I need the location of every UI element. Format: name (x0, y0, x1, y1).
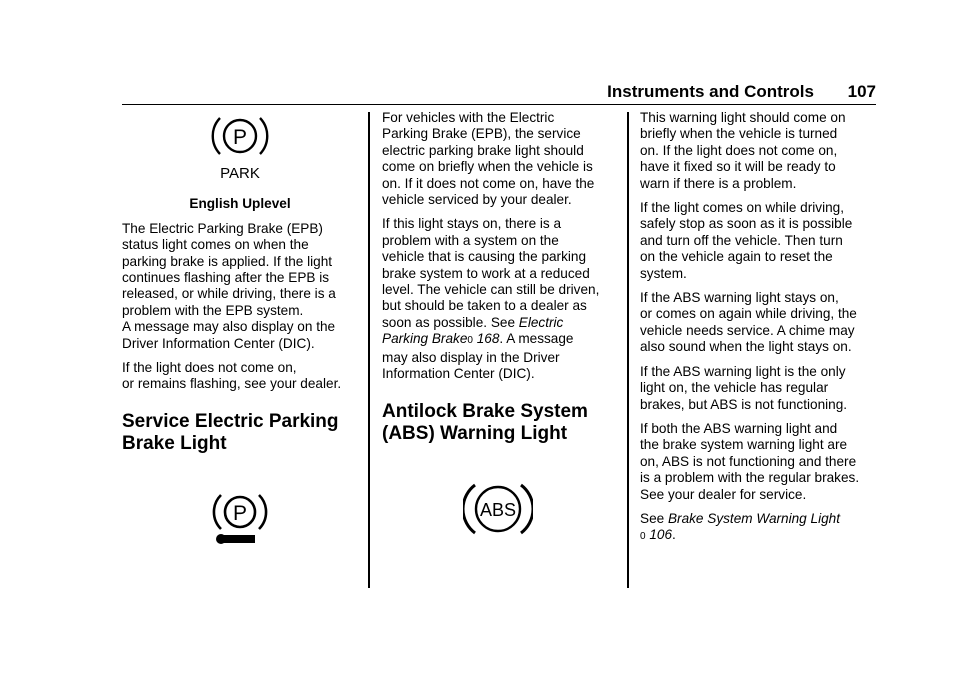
service-park-brake-icon (122, 489, 358, 551)
park-brake-icon (122, 110, 358, 186)
abs-only-light-paragraph: If the ABS warning light is the only light on, the vehicle has regular brakes, but ABS is not functioning. (640, 363, 848, 412)
column-divider-1 (368, 112, 370, 588)
park-icon-letter: P (232, 126, 248, 149)
abs-intro-paragraph: This warning light should come on briefly when the vehicle is turned on. If the light does not come on, have it fixed so it will be ready to warn if there is a problem. (640, 110, 846, 191)
service-epb-paragraph: For vehicles with the Electric Parking Brake (EPB), the service electric parking brake light should come on briefly when the vehicle is on. If it does not come on, have the vehicle serviced by your dealer. (382, 110, 595, 208)
brake-system-link[interactable]: Brake System Warning Light (667, 510, 840, 526)
epb-link-part2[interactable]: Parking Brake (382, 331, 468, 347)
icon-caption: English Uplevel (189, 196, 291, 212)
brake-system-link-page[interactable]: 106 (649, 527, 673, 543)
abs-driving-paragraph: If the light comes on while driving, safely stop as soon as it is possible and turn off the vehicle. Then turn on the vehicle again to reset the system. (640, 200, 853, 281)
see-also-paragraph: See Brake System Warning Light 0 106. (640, 510, 840, 543)
light-stays-on-paragraph: If this light stays on, there is a problem with a system on the vehicle that is causing the parking brake system to work at a reduced level. The vehicle can still be driven, but should be taken to a dealer as soon as possible. See Electric Parking Brake0 168. A message may also display in the Driver Information Center (DIC). (382, 216, 600, 382)
service-icon-letter: P (232, 501, 248, 525)
page-number: 107 (847, 82, 876, 101)
column-divider-2 (627, 112, 629, 588)
page-header (122, 82, 876, 105)
section-title: Instruments and Controls (607, 82, 814, 101)
abs-both-lights-paragraph: If both the ABS warning light and the brake system warning light are on, ABS is not functioning and there is a problem with the regular brakes. See your dealer for service. (640, 420, 860, 502)
dealer-paragraph: If the light does not come on, or remains flashing, see your dealer. (122, 360, 342, 392)
abs-icon-label: ABS (479, 499, 517, 520)
abs-warning-icon (382, 481, 614, 541)
epb-status-paragraph: The Electric Parking Brake (EPB) status light comes on when the parking brake is applied. If the light continues flashing after the EPB is released, or while driving, there is a problem with the EPB system. A message may also display on the Driver Information Center (DIC). (122, 220, 336, 351)
service-epb-heading: Service Electric Parking Brake Light (122, 410, 339, 454)
abs-stays-on-paragraph: If the ABS warning light stays on, or comes on again while driving, the vehicle needs service. A chime may also sound when the light stays on. (640, 290, 857, 355)
epb-link-part1[interactable]: Electric (518, 314, 564, 330)
epb-link-page[interactable]: 168 (476, 331, 500, 347)
abs-heading: Antilock Brake System (ABS) Warning Light (382, 400, 588, 444)
column-2 (382, 110, 614, 541)
column-1 (122, 110, 358, 551)
park-icon-label: PARK (220, 165, 260, 182)
column-3 (640, 110, 880, 554)
page-ref-arrow-icon: 0 (640, 531, 646, 543)
page-ref-arrow-icon: 0 (467, 335, 473, 347)
